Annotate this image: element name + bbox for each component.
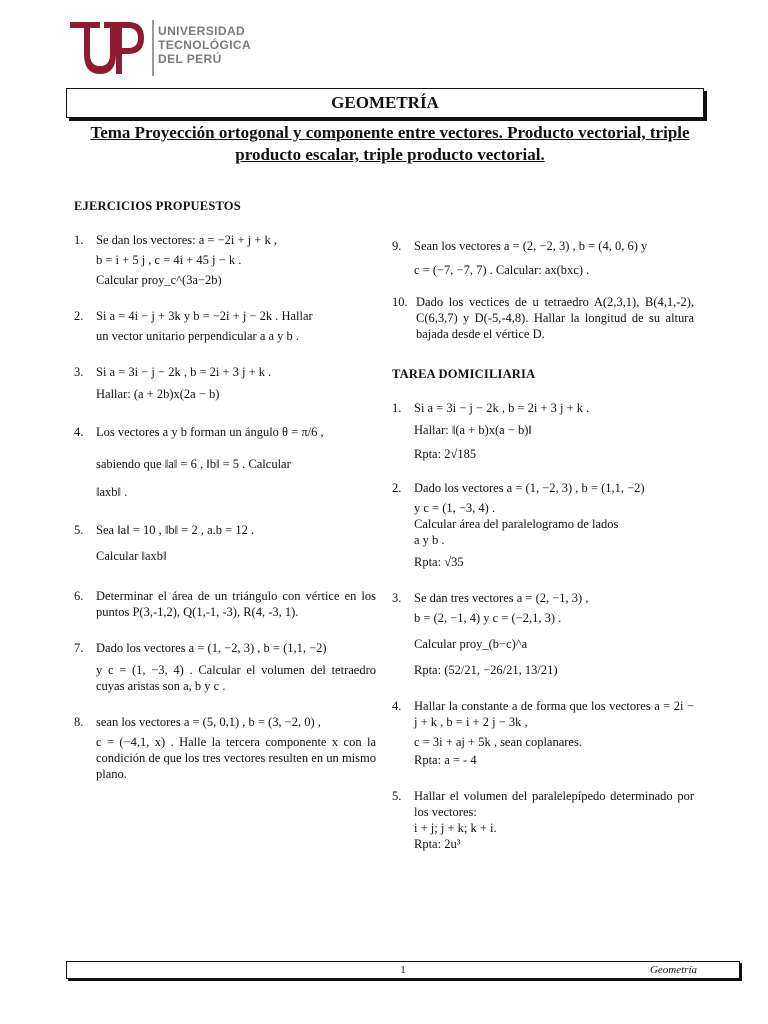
exercise-9 <box>392 238 694 278</box>
university-line-3: DEL PERÚ <box>158 52 222 66</box>
exercise-number: 9. <box>392 239 402 253</box>
exercise-number: 6. <box>74 589 84 603</box>
exercise-number: 4. <box>74 425 84 439</box>
footer-subject: Geometría <box>649 964 697 976</box>
exercise-line: sabiendo que ‖a‖ = 6 , ‖b‖ = 5 . Calcular <box>96 457 291 471</box>
utp-logo-icon <box>66 14 156 80</box>
exercise-line: c = 3i + aj + 5k , sean coplanares. <box>414 735 582 749</box>
exercise-number: 4. <box>392 699 402 713</box>
exercise-8 <box>74 714 376 782</box>
homework-1 <box>392 400 694 462</box>
exercise-line: b = i + 5 j , c = 4i + 45 j − k . <box>96 253 242 267</box>
exercise-line: Calcular proy_(b−c)^a <box>414 637 528 651</box>
page-title: GEOMETRÍA <box>66 88 704 118</box>
exercise-line: Si a = 4i − j + 3k y b = −2i + j − 2k . Hallar <box>96 309 313 323</box>
exercise-line: Calcular área del paralelogramo de lados <box>414 517 619 531</box>
exercise-line: un vector unitario perpendicular a a y b . <box>96 329 300 343</box>
exercise-line: Si a = 3i − j − 2k , b = 2i + 3 j + k . <box>414 401 590 415</box>
left-column <box>74 198 376 782</box>
exercise-line: Hallar: ‖(a + b)x(a − b)‖ <box>414 423 532 437</box>
exercise-number: 10. <box>392 295 408 309</box>
exercise-7 <box>74 640 376 694</box>
exercise-line: c = (−4,1, x) . Halle la tercera componente x con la condición de que los tres vectores resulten en un mismo plano. <box>96 735 376 781</box>
section-heading-homework: TAREA DOMICILIARIA <box>392 367 536 381</box>
university-name <box>158 24 251 66</box>
section-heading-exercises: EJERCICIOS PROPUESTOS <box>74 199 241 213</box>
page-footer <box>66 961 740 979</box>
exercise-line: Calcular proy_c^(3a−2b) <box>96 273 222 287</box>
exercise-line: b = (2, −1, 4) y c = (−2,1, 3) . <box>414 611 562 625</box>
exercise-number: 1. <box>392 401 402 415</box>
exercise-line: c = (−7, −7, 7) . Calcular: ax(bxc) . <box>414 263 590 277</box>
exercise-line: Calcular ‖axb‖ <box>96 549 167 563</box>
answer: Rpta: 2√185 <box>414 447 477 461</box>
university-line-1: UNIVERSIDAD <box>158 24 246 38</box>
exercise-line: Dado los vectores a = (1, −2, 3) , b = (1,1, −2) <box>414 481 645 495</box>
right-column <box>392 238 694 852</box>
exercise-number: 3. <box>392 591 402 605</box>
exercise-number: 3. <box>74 365 84 379</box>
university-line-2: TECNOLÓGICA <box>158 38 252 52</box>
exercise-number: 7. <box>74 641 84 655</box>
homework-2 <box>392 480 694 570</box>
answer: Rpta: √35 <box>414 555 464 569</box>
exercise-line: Hallar el volumen del paralelepípedo determinado por los vectores: <box>414 789 694 819</box>
answer: Rpta: (52/21, −26/21, 13/21) <box>414 663 558 677</box>
exercise-5 <box>74 522 376 564</box>
exercise-number: 5. <box>392 789 402 803</box>
exercise-line: Si a = 3i − j − 2k , b = 2i + 3 j + k . <box>96 365 272 379</box>
exercise-line: Dado los vectores a = (1, −2, 3) , b = (1,1, −2) <box>96 641 327 655</box>
exercise-line: Hallar la constante a de forma que los vectores a = 2i − j + k , b = i + 2 j − 3k , <box>414 699 694 729</box>
exercise-number: 2. <box>74 309 84 323</box>
exercise-10 <box>392 294 694 342</box>
exercise-line: Los vectores a y b forman un ángulo θ = π/6 , <box>96 425 324 439</box>
exercise-4 <box>74 424 376 500</box>
exercise-line: Hallar: (a + 2b)x(2a − b) <box>96 387 220 401</box>
exercise-line: y c = (1, −3, 4) . <box>414 501 496 515</box>
exercise-number: 8. <box>74 715 84 729</box>
exercise-line: Se dan tres vectores a = (2, −1, 3) , <box>414 591 589 605</box>
exercise-number: 1. <box>74 233 84 247</box>
exercise-line: i + j; j + k; k + i. <box>414 821 497 835</box>
exercise-line: a y b . <box>414 533 445 547</box>
exercise-3 <box>74 364 376 402</box>
exercise-line: sean los vectores a = (5, 0,1) , b = (3, −2, 0) , <box>96 715 321 729</box>
page-number: 1 <box>400 964 406 976</box>
exercise-line: Sea ‖a‖ = 10 , ‖b‖ = 2 , a.b = 12 . <box>96 523 255 537</box>
answer: Rpta: a = - 4 <box>414 753 477 767</box>
exercise-line: y c = (1, −3, 4) . Calcular el volumen del tetraedro cuyas aristas son a, b y c . <box>96 663 376 693</box>
homework-5 <box>392 788 694 852</box>
topic-heading: Tema Proyección ortogonal y componente entre vectores. Producto vectorial, triple producto escalar, triple producto vectorial. <box>90 123 690 164</box>
exercise-line: Sean los vectores a = (2, −2, 3) , b = (4, 0, 6) y <box>414 239 648 253</box>
exercise-line: Se dan los vectores: a = −2i + j + k , <box>96 233 277 247</box>
answer: Rpta: 2u³ <box>414 837 461 851</box>
homework-4 <box>392 698 694 768</box>
exercise-line: Determinar el área de un triángulo con vértice en los puntos P(3,-1,2), Q(1,-1, -3), R(4, -3, 1). <box>96 589 376 619</box>
exercise-1 <box>74 232 376 288</box>
exercise-6 <box>74 588 376 620</box>
homework-3 <box>392 590 694 678</box>
exercise-line: ‖axb‖ . <box>96 485 128 499</box>
exercise-2 <box>74 308 376 344</box>
logo-divider <box>152 20 154 76</box>
exercise-line: Dado los vectices de u tetraedro A(2,3,1), B(4,1,-2), C(6,3,7) y D(-5,-4,8). Hallar la longitud de su altura bajada desde el vértice D. <box>416 295 694 341</box>
exercise-number: 5. <box>74 523 84 537</box>
exercise-number: 2. <box>392 481 402 495</box>
